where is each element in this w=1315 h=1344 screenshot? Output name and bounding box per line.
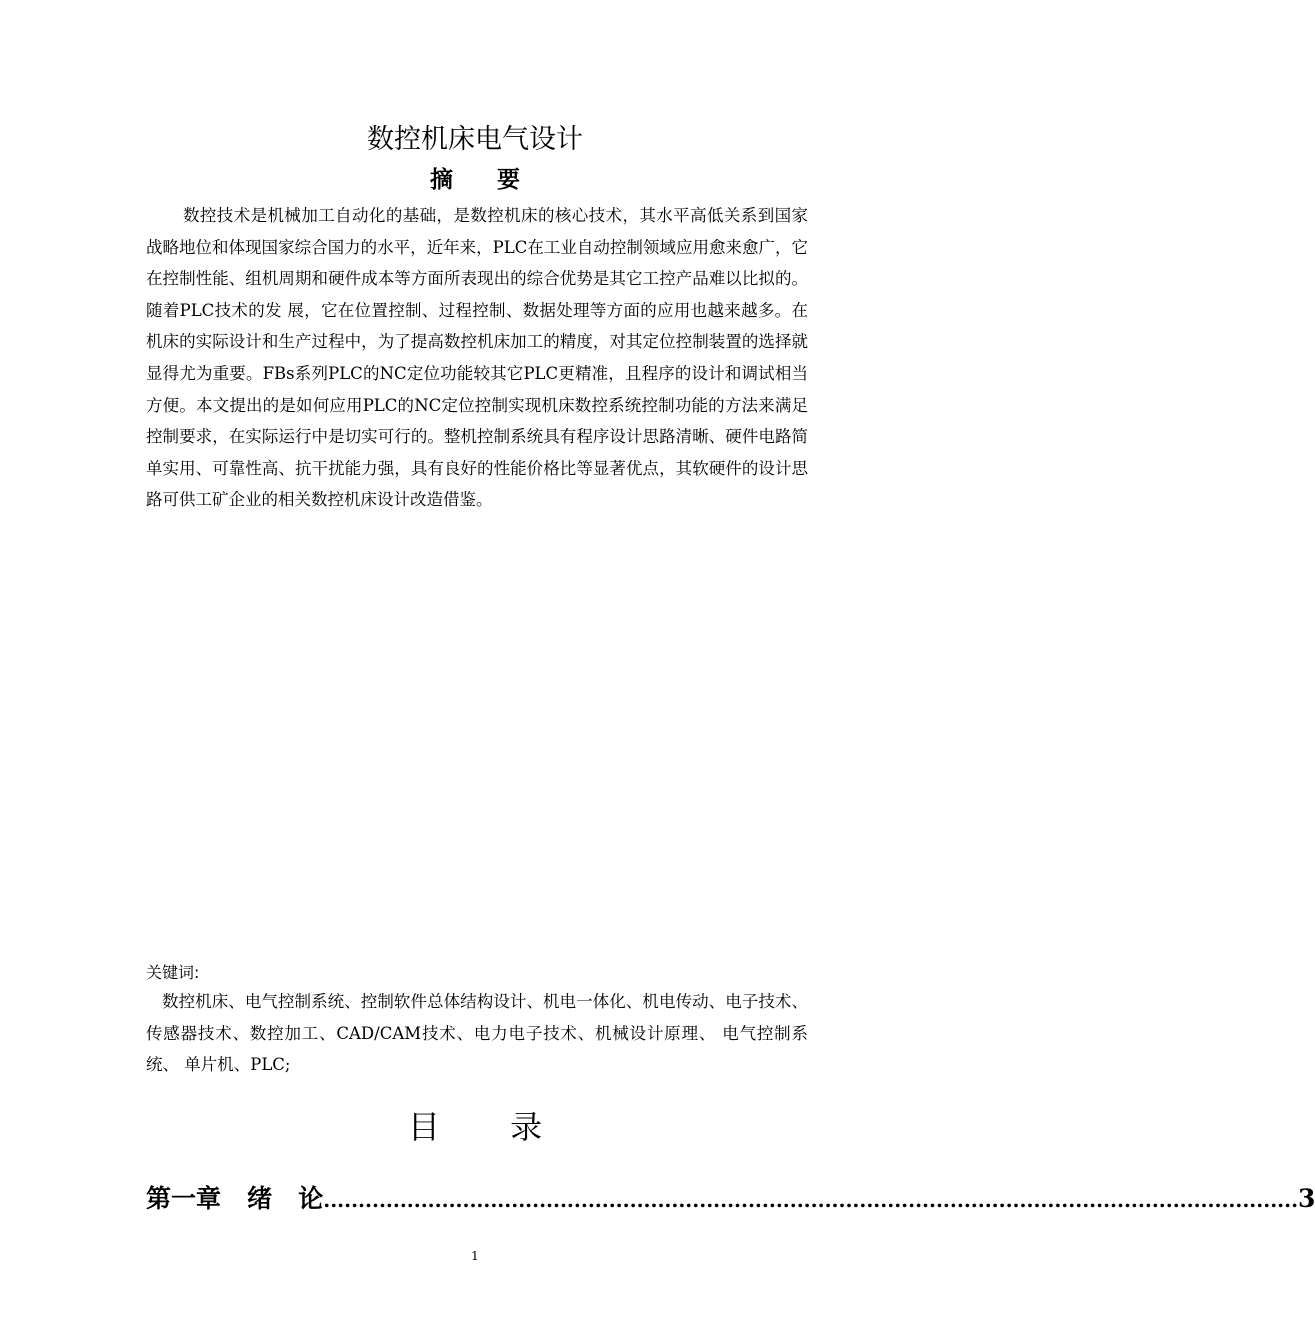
- abstract-paragraph: 数控技术是机械加工自动化的基础，是数控机床的核心技术，其水平高低关系到国家战略地位和体现国家综合国力的水平，近年来，PLC在工业自动控制领域应用愈来愈广，它在控制性能、组机周期和硬件成本等方面所表现出的综合优势是其它工控产品难以比拟的。随着PLC技术的发 展，它在位置控制、过程控制、数据处理等方面的应用也越来越多。在机床的实际设计和生产过程中，为了提高数控机床加工的精度，对其定位控制装置的选择就显得尤为重要。FBs系列PLC的NC定位功能较其它PLC更精准，且程序的设计和调试相当方便。本文提出的是如何应用PLC的NC定位控制实现机床数控系统控制功能的方法来满足控制要求，在实际运行中是切实可行的。整机控制系统具有程序设计思路清晰、硬件电路简单实用、可靠性高、抗干扰能力强，具有良好的性能价格比等显著优点，其软硬件的设计思路可供工矿企业的相关数控机床设计改造借鉴。: [146, 206, 808, 510]
- toc-entry-label: 第一章 绪 论: [146, 1184, 324, 1213]
- keywords-paragraph: 数控机床、电气控制系统、控制软件总体结构设计、机电一体化、机电传动、电子技术、传感器技术、数控加工、CAD/CAM技术、电力电子技术、机械设计原理、 电气控制系统、 单片机、PLC;: [146, 992, 808, 1075]
- keywords-label: 关键词:: [146, 963, 200, 982]
- document-title: 数控机床电气设计: [367, 124, 583, 155]
- abstract-heading: 摘 要: [429, 167, 538, 193]
- page-number: 1: [471, 1249, 479, 1263]
- toc-heading: 目 录: [407, 1108, 573, 1146]
- toc-leader-dots: ............................................................................................................................................: [323, 1188, 1299, 1212]
- toc-entry[interactable]: [146, 1177, 1315, 1222]
- toc-entry-page: 3: [1298, 1184, 1315, 1213]
